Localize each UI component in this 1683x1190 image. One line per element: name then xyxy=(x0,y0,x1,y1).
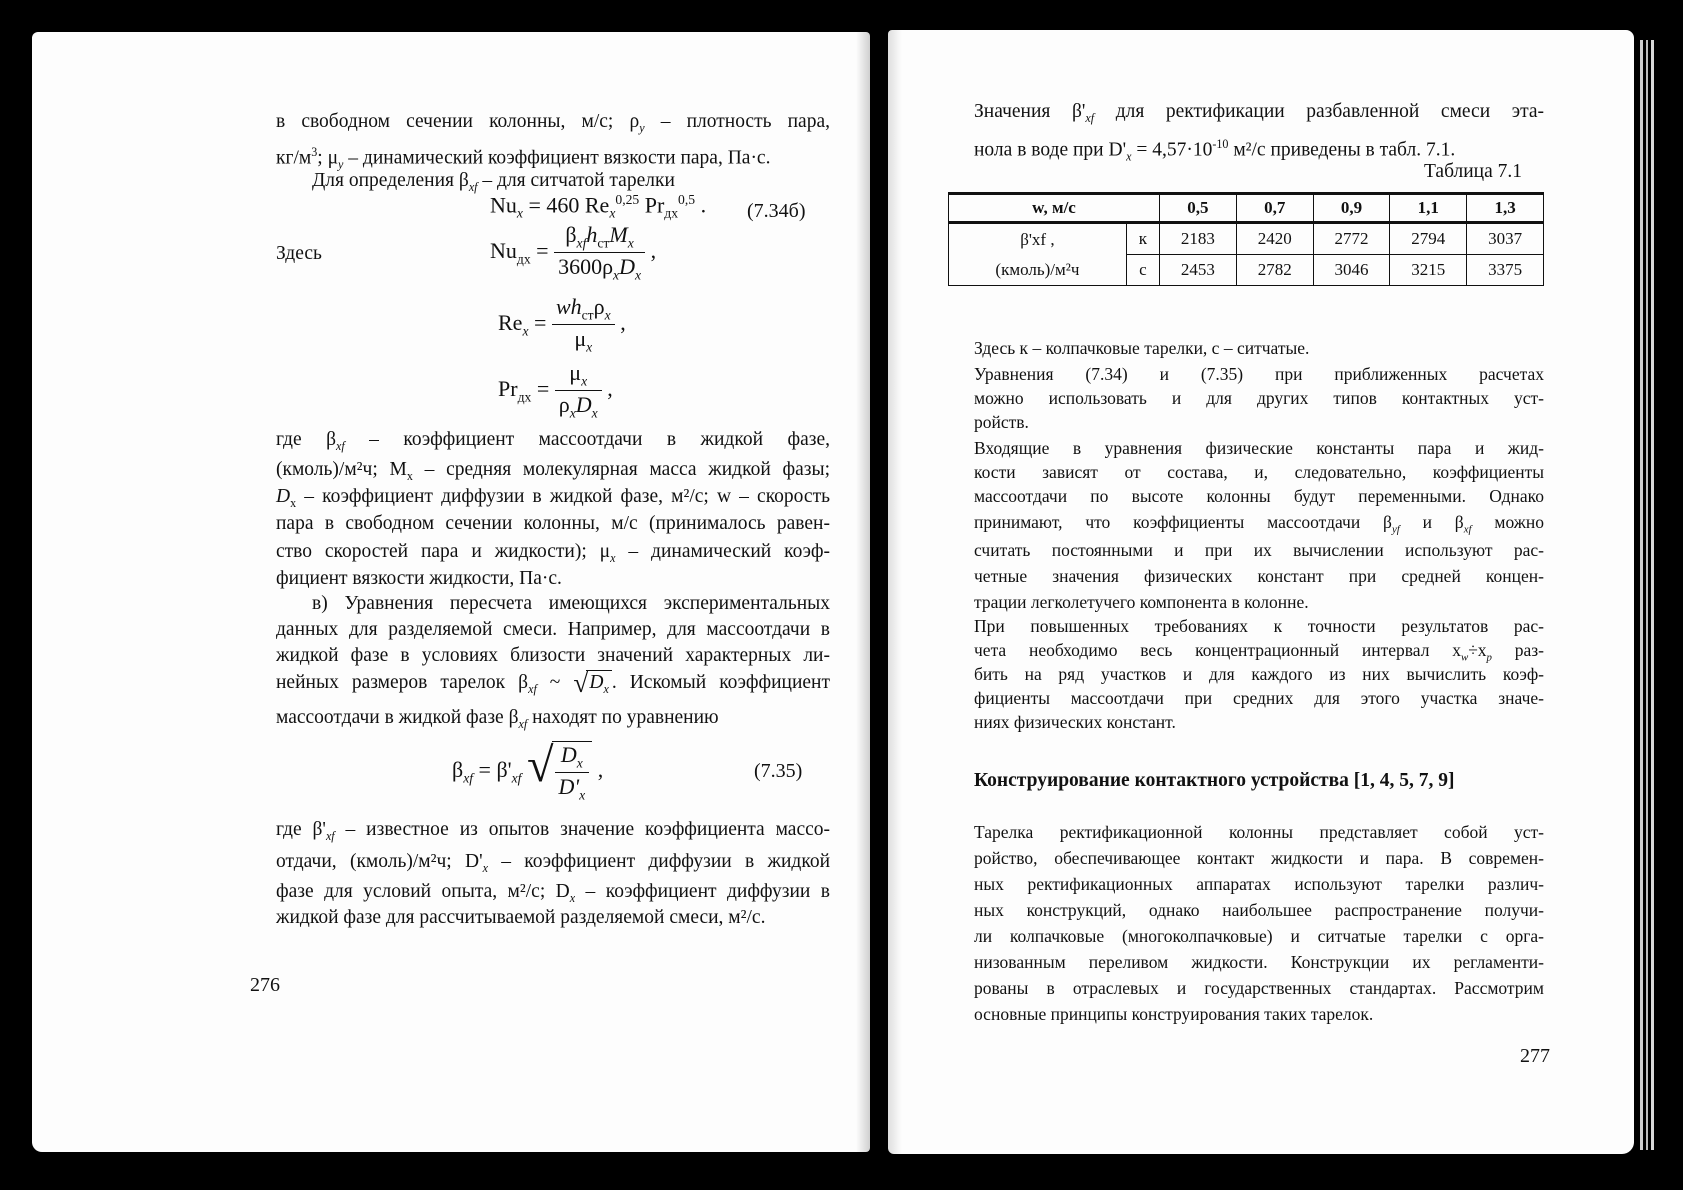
text-line: фициенты массоотдачи при средних для этого участка значе- xyxy=(974,688,1544,708)
text-line: Значения $\beta'_{xf}$ для ректификации разбавленной смеси эта- xyxy=(974,101,1544,125)
text-line: четные значения физических констант при средней концен- xyxy=(974,566,1544,586)
text-line: ройств. xyxy=(974,412,1029,432)
text-line: принимают, что коэффициенты массоотдачи $\beta_{yf}$ и $\beta_{xf}$ можно xyxy=(974,512,1544,536)
text-line: массоотдачи по высоте колонны будут переменными. Однако xyxy=(974,486,1544,506)
table-cell: 2772 xyxy=(1313,223,1390,255)
formula-nu-x: $Nu_x = 460$ $Re_x^{0,25}$ $Pr_{дх}^{0,5}$ . xyxy=(490,192,707,221)
text-line: пара в свободном сечении колонны, м/с (принималось равен- xyxy=(276,513,830,534)
text-line: ниях физических констант. xyxy=(974,712,1176,732)
row-type: с xyxy=(1126,255,1159,286)
page-edge xyxy=(1646,40,1648,1150)
text-line: ли колпачковые (многоколпачковые) и ситчатые тарелки с орга- xyxy=(974,926,1544,946)
text-line: Входящие в уравнения физические константы пара и жид- xyxy=(974,438,1544,458)
text-line: низованным переливом жидкости. Конструкции их регламенти- xyxy=(974,952,1544,972)
text-line: в свободном сечении колонны, м/с; $\rho_y$ – плотность пара, xyxy=(276,111,830,135)
text-line: Здесь к – колпачковые тарелки, с – ситчатые. xyxy=(974,338,1310,358)
gutter-shadow xyxy=(856,32,870,1152)
text-line: Уравнения (7.34) и (7.35) при приближенных расчетах xyxy=(974,364,1544,384)
text-line: чета необходимо весь концентрационный интервал $x_w\div x_p$ раз- xyxy=(974,640,1544,664)
text-line: ных ректификационных аппаратах используют тарелки различ- xyxy=(974,874,1544,894)
page-number: 277 xyxy=(1520,1045,1550,1067)
formula-pr-dx: $Pr_{дх}$ = $\frac{\mu_x}{\rho_xD_x}$ , xyxy=(498,360,613,421)
text-line: где $\beta'_{xf}$ – известное из опытов значение коэффициента массо- xyxy=(276,819,830,843)
label-zdes: Здесь xyxy=(276,243,322,264)
text-line: нейных размеров тарелок $\beta_{xf}$ ~ $√D_x$ . Искомый коэффициент xyxy=(276,670,830,701)
text-line: данных для разделяемой смеси. Например, для массоотдачи в xyxy=(276,619,830,640)
formula-nu-dx: $Nu_{дх}$ = $\frac{\beta_{xf}h_{ст}M_x}{3600\rho_xD_x}$ , xyxy=(490,222,657,283)
table-7-1 xyxy=(948,192,1544,286)
text-line: ных конструкций, однако наибольшее распространение получи- xyxy=(974,900,1544,920)
row-type: к xyxy=(1126,223,1159,255)
text-line: рованы в отраслевых и государственных стандартах. Рассмотрим xyxy=(974,978,1544,998)
text-line: жидкой фазе для рассчитываемой разделяемой смеси, м²/с. xyxy=(276,907,766,928)
table-cell: 2453 xyxy=(1160,255,1237,286)
table-cell: 2420 xyxy=(1236,223,1313,255)
text-line: можно использовать и для других типов контактных уст- xyxy=(974,388,1544,408)
table-header-row xyxy=(949,194,1544,223)
header-cell: 0,7 xyxy=(1236,194,1313,223)
text-line: При повышенных требованиях к точности результатов рас- xyxy=(974,616,1544,636)
table-caption: Таблица 7.1 xyxy=(1424,161,1523,182)
header-cell: 0,9 xyxy=(1313,194,1390,223)
page-edge xyxy=(1651,40,1654,1150)
right-page xyxy=(888,30,1634,1154)
table-row xyxy=(949,223,1544,255)
row-label: β'xf , (кмоль)/м²ч xyxy=(949,223,1127,286)
text-line: ройство, обеспечивающее контакт жидкости и пара. В современ- xyxy=(974,848,1544,868)
text-line: трации легколетучего компонента в колонне. xyxy=(974,592,1309,612)
table-cell: 3375 xyxy=(1467,255,1544,286)
page-edge xyxy=(1640,40,1643,1150)
gutter-shadow xyxy=(888,30,902,1154)
text-line: жидкой фазе в условиях близости значений характерных ли- xyxy=(276,645,830,666)
text-line: Тарелка ректификационной колонны представляет собой уст- xyxy=(974,822,1544,842)
formula-beta-xf: $\beta_{xf} = \beta'_{xf}$ √ $\frac{D_x}{D'_x}$ , xyxy=(452,739,604,803)
table-cell: 3037 xyxy=(1467,223,1544,255)
text-line: (кмоль)/м²ч; $M_x$ – средняя молекулярная масса жидкой фазы; xyxy=(276,459,830,483)
text-line: фазе для условий опыта, м²/с; $D_x$ – коэффициент диффузии в xyxy=(276,881,830,905)
text-line: в) Уравнения пересчета имеющихся экспериментальных xyxy=(312,593,830,614)
text-line: считать постоянными и при их вычислении используют рас- xyxy=(974,540,1544,560)
text-line: ство скоростей пара и жидкости); $\mu_x$ – динамический коэф- xyxy=(276,541,830,565)
header-cell: 1,1 xyxy=(1390,194,1467,223)
text-line: нола в воде при $D'_x = 4,57\cdot 10^{-10}$ м²/с приведены в табл. 7.1. xyxy=(974,137,1456,164)
header-cell: 1,3 xyxy=(1467,194,1544,223)
text-line: основные принципы конструирования таких тарелок. xyxy=(974,1004,1374,1024)
table-cell: 3215 xyxy=(1390,255,1467,286)
table-cell: 3046 xyxy=(1313,255,1390,286)
table-cell: 2183 xyxy=(1160,223,1237,255)
text-line: Для определения $\beta_{xf}$ – для ситчатой тарелки xyxy=(312,170,675,194)
table-cell: 2782 xyxy=(1236,255,1313,286)
table-cell: 2794 xyxy=(1390,223,1467,255)
text-line: $кг/м^3$; $\mu_y$ – динамический коэффициент вязкости пара, Па·с. xyxy=(276,145,771,172)
equation-number: (7.35) xyxy=(754,760,803,782)
text-line: $D_x$ – коэффициент диффузии в жидкой фазе, м²/с; w – скорость xyxy=(276,486,830,510)
header-cell: 0,5 xyxy=(1160,194,1237,223)
header-cell: w, м/с xyxy=(949,194,1160,223)
text-line: массоотдачи в жидкой фазе $\beta_{xf}$ находят по уравнению xyxy=(276,707,719,731)
text-line: где $\beta_{xf}$ – коэффициент массоотдачи в жидкой фазе, xyxy=(276,429,831,453)
text-line: отдачи, (кмоль)/м²ч; $D'_x$ – коэффициент диффузии в жидкой xyxy=(276,851,831,875)
page-number: 276 xyxy=(250,974,280,996)
text-line: фициент вязкости жидкости, Па·с. xyxy=(276,568,562,589)
text-line: бить на ряд участков и для каждого из них вычислить коэф- xyxy=(974,664,1544,684)
text-line: кости зависят от состава, и, следовательно, коэффициенты xyxy=(974,462,1544,482)
left-page xyxy=(32,32,870,1152)
formula-re-x: $Re_x$ = $\frac{wh_{ст}\rho_x}{\mu_x}$ , xyxy=(498,294,626,355)
equation-number: (7.34б) xyxy=(747,200,806,222)
section-heading: Конструирование контактного устройства [1, 4, 5, 7, 9] xyxy=(974,770,1455,791)
